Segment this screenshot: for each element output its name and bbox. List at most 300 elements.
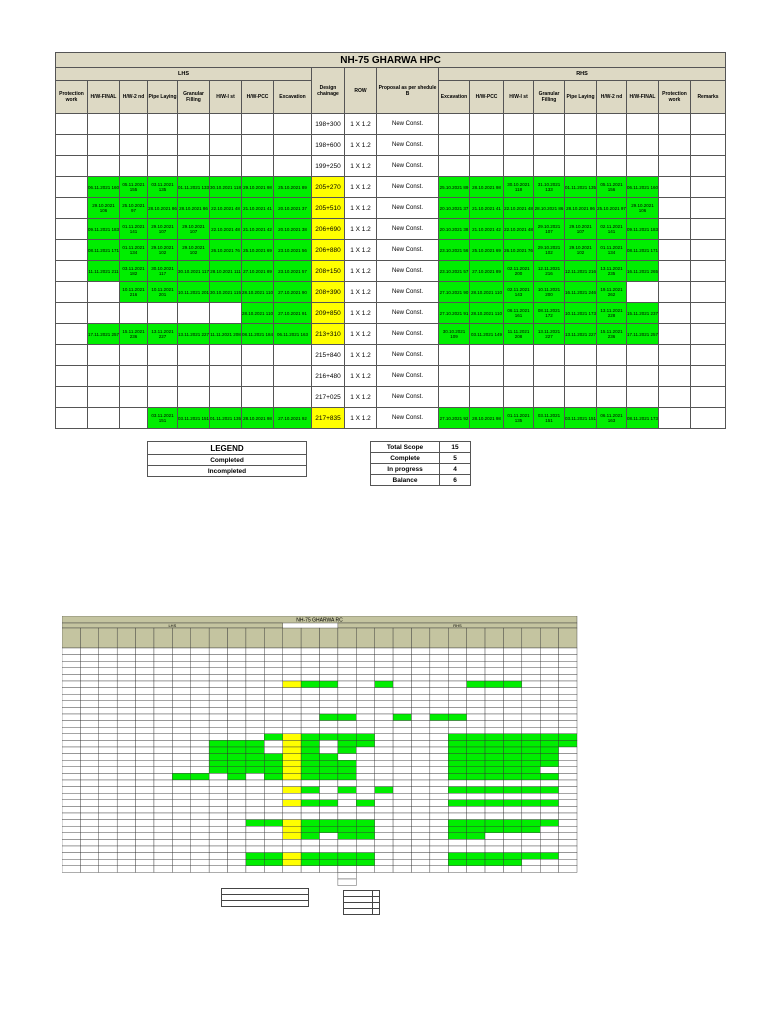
lhs-cell xyxy=(148,366,178,387)
thumbnail-cell xyxy=(228,780,246,787)
thumbnail-cell xyxy=(283,721,301,728)
thumbnail-cell xyxy=(559,839,577,846)
thumbnail-cell xyxy=(264,740,282,747)
thumbnail-cell xyxy=(356,655,374,662)
thumbnail-cell xyxy=(430,754,448,761)
thumbnail-cell xyxy=(393,773,411,780)
thumbnail-cell xyxy=(393,688,411,695)
thumbnail-cell xyxy=(172,853,190,860)
rhs-cell: 22.10.2021 48 xyxy=(504,219,534,240)
rhs-cell xyxy=(659,135,691,156)
rhs-cell xyxy=(439,156,470,177)
legend-title: LEGEND xyxy=(148,442,307,455)
thumbnail-cell xyxy=(320,681,338,688)
lhs-cell xyxy=(56,156,88,177)
thumbnail-cell xyxy=(301,694,319,701)
thumbnail-cell xyxy=(448,806,466,813)
thumbnail-cell xyxy=(430,674,448,681)
thumbnail-cell xyxy=(264,668,282,675)
thumbnail-cell xyxy=(320,648,338,655)
thumbnail-cell xyxy=(503,813,521,820)
thumbnail-cell xyxy=(522,681,540,688)
row-cell: 1 X 1.2 xyxy=(345,282,377,303)
thumbnail-cell xyxy=(246,655,264,662)
thumbnail-cell xyxy=(448,866,466,873)
thumbnail-cell xyxy=(485,694,503,701)
thumbnail-cell xyxy=(393,701,411,708)
proposal-cell: New Const. xyxy=(377,408,439,429)
thumbnail-cell xyxy=(503,747,521,754)
thumbnail-cell xyxy=(375,813,393,820)
thumbnail-cell xyxy=(80,694,98,701)
thumbnail-cell xyxy=(338,820,356,827)
thumbnail-cell xyxy=(375,694,393,701)
thumbnail-cell xyxy=(375,820,393,827)
thumbnail-cell xyxy=(136,826,154,833)
lhs-cell: 21.10.2021 42 xyxy=(242,219,274,240)
thumbnail-cell xyxy=(356,866,374,873)
thumbnail-cell xyxy=(320,674,338,681)
thumbnail-cell xyxy=(209,668,227,675)
thumbnail-cell xyxy=(356,668,374,675)
thumbnail-cell xyxy=(264,754,282,761)
lhs-cell xyxy=(88,135,120,156)
thumbnail-cell xyxy=(191,846,209,853)
row-cell: 1 X 1.2 xyxy=(345,219,377,240)
thumbnail-cell xyxy=(467,707,485,714)
thumbnail-header-cell xyxy=(301,628,319,648)
thumbnail-cell xyxy=(393,859,411,866)
thumbnail-cell xyxy=(559,820,577,827)
thumbnail-cell xyxy=(136,859,154,866)
header-lhs-6: H/W-PCC xyxy=(242,81,274,114)
rhs-cell: 16.11.2021 265 xyxy=(627,261,659,282)
thumbnail-cell xyxy=(99,727,117,734)
thumbnail-cell xyxy=(172,727,190,734)
thumbnail-cell xyxy=(320,721,338,728)
thumbnail-cell xyxy=(191,707,209,714)
thumbnail-cell xyxy=(117,674,135,681)
thumbnail-cell xyxy=(411,648,429,655)
thumbnail-header-cell xyxy=(117,628,135,648)
thumbnail-cell xyxy=(246,767,264,774)
lhs-cell: 15.11.2021 236 xyxy=(120,324,148,345)
thumbnail-cell xyxy=(283,648,301,655)
thumbnail-cell xyxy=(154,853,172,860)
thumbnail-cell xyxy=(411,866,429,873)
thumbnail-cell xyxy=(136,787,154,794)
header-rhs-3: Granular Filling xyxy=(534,81,565,114)
thumbnail-cell xyxy=(80,820,98,827)
thumbnail-header-cell xyxy=(522,628,540,648)
thumbnail-cell xyxy=(356,714,374,721)
thumbnail-cell xyxy=(485,674,503,681)
thumbnail-cell xyxy=(283,787,301,794)
thumbnail-cell xyxy=(338,806,356,813)
lhs-cell: 17.11.2021 257 xyxy=(88,324,120,345)
thumbnail-cell xyxy=(559,787,577,794)
rhs-cell: 19.11.2021 262 xyxy=(597,282,627,303)
rhs-cell: 29.10.2021 106 xyxy=(627,198,659,219)
thumbnail-cell xyxy=(393,707,411,714)
thumbnail-cell xyxy=(80,787,98,794)
thumbnail-cell xyxy=(540,727,558,734)
thumbnail-cell xyxy=(485,734,503,741)
thumbnail-cell xyxy=(467,760,485,767)
thumbnail-lhs-label: LHS xyxy=(168,623,177,628)
rhs-cell xyxy=(691,261,726,282)
thumbnail-cell xyxy=(209,734,227,741)
thumbnail-cell xyxy=(430,694,448,701)
thumbnail-cell xyxy=(411,820,429,827)
row-cell: 1 X 1.2 xyxy=(345,261,377,282)
lhs-cell: 25.10.2021 69 xyxy=(242,240,274,261)
thumbnail-cell xyxy=(62,859,80,866)
thumbnail-cell xyxy=(320,773,338,780)
thumbnail-cell xyxy=(172,688,190,695)
thumbnail-cell xyxy=(154,846,172,853)
thumbnail-cell xyxy=(80,688,98,695)
thumbnail-cell xyxy=(485,800,503,807)
thumbnail-cell xyxy=(172,767,190,774)
thumbnail-cell xyxy=(136,760,154,767)
thumbnail-cell xyxy=(503,688,521,695)
thumbnail-cell xyxy=(485,655,503,662)
thumbnail-cell xyxy=(375,866,393,873)
thumbnail-cell xyxy=(80,833,98,840)
thumbnail-cell xyxy=(448,707,466,714)
row-cell: 1 X 1.2 xyxy=(345,366,377,387)
thumbnail-cell xyxy=(117,826,135,833)
thumbnail-cell xyxy=(154,859,172,866)
thumbnail-cell xyxy=(540,754,558,761)
thumbnail-cell xyxy=(228,773,246,780)
rhs-cell xyxy=(659,345,691,366)
thumbnail-cell xyxy=(503,701,521,708)
thumbnail-cell xyxy=(375,846,393,853)
thumbnail-cell xyxy=(80,859,98,866)
thumbnail-cell xyxy=(411,813,429,820)
thumbnail-header-cell xyxy=(172,628,190,648)
thumbnail-cell xyxy=(80,747,98,754)
thumbnail-cell xyxy=(559,707,577,714)
thumbnail-cell xyxy=(540,833,558,840)
thumbnail-cell xyxy=(191,866,209,873)
thumbnail-cell xyxy=(338,681,356,688)
rhs-cell: 13.11.2021 228 xyxy=(597,303,627,324)
thumbnail-cell xyxy=(283,820,301,827)
thumbnail-cell xyxy=(301,787,319,794)
proposal-cell: New Const. xyxy=(377,324,439,345)
row-cell: 1 X 1.2 xyxy=(345,345,377,366)
thumbnail-cell xyxy=(356,648,374,655)
thumbnail-cell xyxy=(246,820,264,827)
thumbnail-cell xyxy=(411,694,429,701)
lhs-cell: 20.10.2021 38 xyxy=(274,219,312,240)
thumbnail-cell xyxy=(559,846,577,853)
thumbnail-cell xyxy=(467,701,485,708)
thumbnail-cell xyxy=(522,826,540,833)
thumbnail-cell xyxy=(99,648,117,655)
thumbnail-cell xyxy=(485,747,503,754)
thumbnail-cell xyxy=(522,734,540,741)
thumbnail-cell xyxy=(301,688,319,695)
thumbnail-cell xyxy=(154,787,172,794)
thumbnail-cell xyxy=(117,740,135,747)
summary-table xyxy=(370,441,471,486)
lhs-cell xyxy=(120,135,148,156)
lhs-cell xyxy=(210,135,242,156)
thumbnail-cell xyxy=(375,668,393,675)
thumbnail-cell xyxy=(264,853,282,860)
thumbnail-cell xyxy=(338,793,356,800)
lhs-cell: 30.10.2021 115 xyxy=(210,282,242,303)
chainage-cell: 198+600 xyxy=(312,135,345,156)
thumbnail-cell xyxy=(448,655,466,662)
thumbnail-cell xyxy=(411,773,429,780)
thumbnail-cell xyxy=(393,754,411,761)
thumbnail-cell xyxy=(356,707,374,714)
thumbnail-cell xyxy=(246,714,264,721)
thumbnail-cell xyxy=(301,859,319,866)
header-lhs-0: Protection work xyxy=(56,81,88,114)
thumbnail-cell xyxy=(485,820,503,827)
thumbnail-cell xyxy=(264,694,282,701)
thumbnail-legend xyxy=(221,888,309,907)
thumbnail-cell xyxy=(393,787,411,794)
thumbnail-cell xyxy=(430,727,448,734)
thumbnail-cell xyxy=(356,800,374,807)
lhs-cell: 10.11.2021 216 xyxy=(120,282,148,303)
thumbnail-cell xyxy=(246,747,264,754)
thumbnail-cell xyxy=(338,714,356,721)
thumbnail-cell xyxy=(80,773,98,780)
lhs-cell: 29.10.2021 98 xyxy=(242,177,274,198)
thumbnail-cell xyxy=(356,747,374,754)
lhs-cell: 10.11.2021 201 xyxy=(148,282,178,303)
row-cell: 1 X 1.2 xyxy=(345,135,377,156)
thumbnail-cell xyxy=(485,721,503,728)
thumbnail-cell xyxy=(338,780,356,787)
thumbnail-cell xyxy=(228,674,246,681)
thumbnail-cell xyxy=(264,793,282,800)
thumbnail-cell xyxy=(356,793,374,800)
thumbnail-cell xyxy=(540,694,558,701)
thumbnail-cell xyxy=(264,734,282,741)
rhs-cell: 25.10.2021 97 xyxy=(597,198,627,219)
thumbnail-cell xyxy=(430,800,448,807)
thumbnail-cell xyxy=(301,661,319,668)
header-rhs-5: H/W-2 nd xyxy=(597,81,627,114)
rhs-cell: 01.11.2021 135 xyxy=(565,177,597,198)
chainage-cell: 213+310 xyxy=(312,324,345,345)
thumbnail-cell xyxy=(136,674,154,681)
thumbnail-cell xyxy=(264,760,282,767)
thumbnail-cell xyxy=(80,853,98,860)
lhs-cell xyxy=(56,324,88,345)
summary-value: 4 xyxy=(440,464,471,475)
thumbnail-header-cell xyxy=(375,628,393,648)
thumbnail-cell xyxy=(62,760,80,767)
thumbnail-cell xyxy=(191,747,209,754)
thumbnail-cell xyxy=(283,674,301,681)
thumbnail-cell xyxy=(393,866,411,873)
thumbnail-cell xyxy=(154,754,172,761)
thumbnail-cell xyxy=(485,839,503,846)
rhs-cell xyxy=(534,387,565,408)
thumbnail-cell xyxy=(503,780,521,787)
thumbnail-cell xyxy=(136,668,154,675)
thumbnail-cell xyxy=(154,839,172,846)
thumbnail-cell xyxy=(320,806,338,813)
thumbnail-cell xyxy=(503,859,521,866)
thumbnail-legend-row xyxy=(222,901,309,907)
thumbnail-cell xyxy=(136,839,154,846)
thumbnail-extra-cell xyxy=(338,872,356,879)
lhs-cell xyxy=(120,345,148,366)
thumbnail-cell xyxy=(172,661,190,668)
lhs-cell xyxy=(56,135,88,156)
thumbnail-cell xyxy=(522,760,540,767)
thumbnail-cell xyxy=(485,813,503,820)
thumbnail-cell xyxy=(62,721,80,728)
thumbnail-cell xyxy=(503,681,521,688)
thumbnail-cell xyxy=(393,767,411,774)
thumbnail-cell xyxy=(136,701,154,708)
thumbnail-cell xyxy=(467,661,485,668)
thumbnail-cell xyxy=(62,839,80,846)
thumbnail-cell xyxy=(540,760,558,767)
thumbnail-cell xyxy=(503,754,521,761)
thumbnail-cell xyxy=(522,668,540,675)
table-row xyxy=(56,408,726,429)
thumbnail-cell xyxy=(246,793,264,800)
thumbnail-cell xyxy=(540,747,558,754)
legend-completed: Completed xyxy=(148,455,307,466)
thumbnail-cell xyxy=(246,826,264,833)
thumbnail-cell xyxy=(467,694,485,701)
thumbnail-cell xyxy=(80,846,98,853)
thumbnail-cell xyxy=(191,833,209,840)
thumbnail-cell xyxy=(430,760,448,767)
thumbnail-cell xyxy=(338,839,356,846)
thumbnail-cell xyxy=(99,826,117,833)
rhs-label: RHS xyxy=(439,68,726,81)
thumbnail-cell xyxy=(246,773,264,780)
thumbnail-cell xyxy=(503,833,521,840)
thumbnail-cell xyxy=(117,707,135,714)
thumbnail-cell xyxy=(301,707,319,714)
thumbnail-cell xyxy=(375,674,393,681)
lhs-cell xyxy=(56,219,88,240)
rhs-cell xyxy=(659,219,691,240)
thumbnail-cell xyxy=(154,727,172,734)
thumbnail-cell xyxy=(430,655,448,662)
lhs-cell xyxy=(274,387,312,408)
thumbnail-cell xyxy=(264,721,282,728)
thumbnail-cell xyxy=(467,734,485,741)
thumbnail-cell xyxy=(448,813,466,820)
thumbnail-cell xyxy=(375,661,393,668)
thumbnail-cell xyxy=(559,859,577,866)
header-row: ROW xyxy=(345,68,377,114)
lhs-cell: 29.10.2021 102 xyxy=(178,240,210,261)
thumbnail-cell xyxy=(485,661,503,668)
lhs-cell: 13.11.2021 227 xyxy=(148,324,178,345)
thumbnail-cell xyxy=(522,701,540,708)
thumbnail-cell xyxy=(99,820,117,827)
thumbnail-cell xyxy=(191,853,209,860)
thumbnail-cell xyxy=(411,701,429,708)
thumbnail-cell xyxy=(136,806,154,813)
thumbnail-cell xyxy=(117,846,135,853)
thumbnail-cell xyxy=(467,800,485,807)
table-row xyxy=(56,219,726,240)
proposal-cell: New Const. xyxy=(377,240,439,261)
thumbnail-header-cell xyxy=(228,628,246,648)
thumbnail-cell xyxy=(191,826,209,833)
thumbnail-cell xyxy=(411,734,429,741)
thumbnail-cell xyxy=(209,648,227,655)
proposal-cell: New Const. xyxy=(377,261,439,282)
thumbnail-cell xyxy=(264,846,282,853)
lhs-cell: 22.10.2021 48 xyxy=(210,198,242,219)
thumbnail-cell xyxy=(264,866,282,873)
thumbnail-cell xyxy=(522,780,540,787)
thumbnail-cell xyxy=(559,826,577,833)
thumbnail-cell xyxy=(430,833,448,840)
thumbnail-cell xyxy=(136,813,154,820)
thumbnail-cell xyxy=(430,668,448,675)
thumbnail-cell xyxy=(393,668,411,675)
rhs-cell: 05.11.2021 156 xyxy=(597,177,627,198)
thumbnail-cell xyxy=(246,668,264,675)
lhs-cell xyxy=(56,303,88,324)
table-row xyxy=(56,198,726,219)
thumbnail-cell xyxy=(356,681,374,688)
thumbnail-cell xyxy=(503,734,521,741)
thumbnail-cell xyxy=(467,866,485,873)
thumbnail-cell xyxy=(503,773,521,780)
thumbnail-cell xyxy=(209,813,227,820)
lhs-cell xyxy=(178,387,210,408)
thumbnail-cell xyxy=(117,820,135,827)
thumbnail-cell xyxy=(356,839,374,846)
thumbnail-cell xyxy=(191,668,209,675)
thumbnail-cell xyxy=(283,833,301,840)
rhs-cell: 12.11.2021 216 xyxy=(565,261,597,282)
rhs-cell xyxy=(504,114,534,135)
rhs-cell xyxy=(659,114,691,135)
thumbnail-cell xyxy=(172,648,190,655)
thumbnail-cell xyxy=(540,721,558,728)
lhs-cell: 28.10.2021 98 xyxy=(242,408,274,429)
thumbnail-cell xyxy=(62,846,80,853)
lhs-cell xyxy=(120,387,148,408)
header-rhs-8: Remarks xyxy=(691,81,726,114)
thumbnail-cell xyxy=(283,813,301,820)
thumbnail-cell xyxy=(117,806,135,813)
lhs-cell xyxy=(148,387,178,408)
thumbnail-cell xyxy=(320,826,338,833)
thumbnail-cell xyxy=(375,714,393,721)
lhs-cell: 03.11.2021 135 xyxy=(148,177,178,198)
thumbnail-cell xyxy=(283,714,301,721)
thumbnail-cell xyxy=(411,714,429,721)
thumbnail-cell xyxy=(154,694,172,701)
thumbnail-cell xyxy=(522,674,540,681)
thumbnail-cell xyxy=(522,813,540,820)
